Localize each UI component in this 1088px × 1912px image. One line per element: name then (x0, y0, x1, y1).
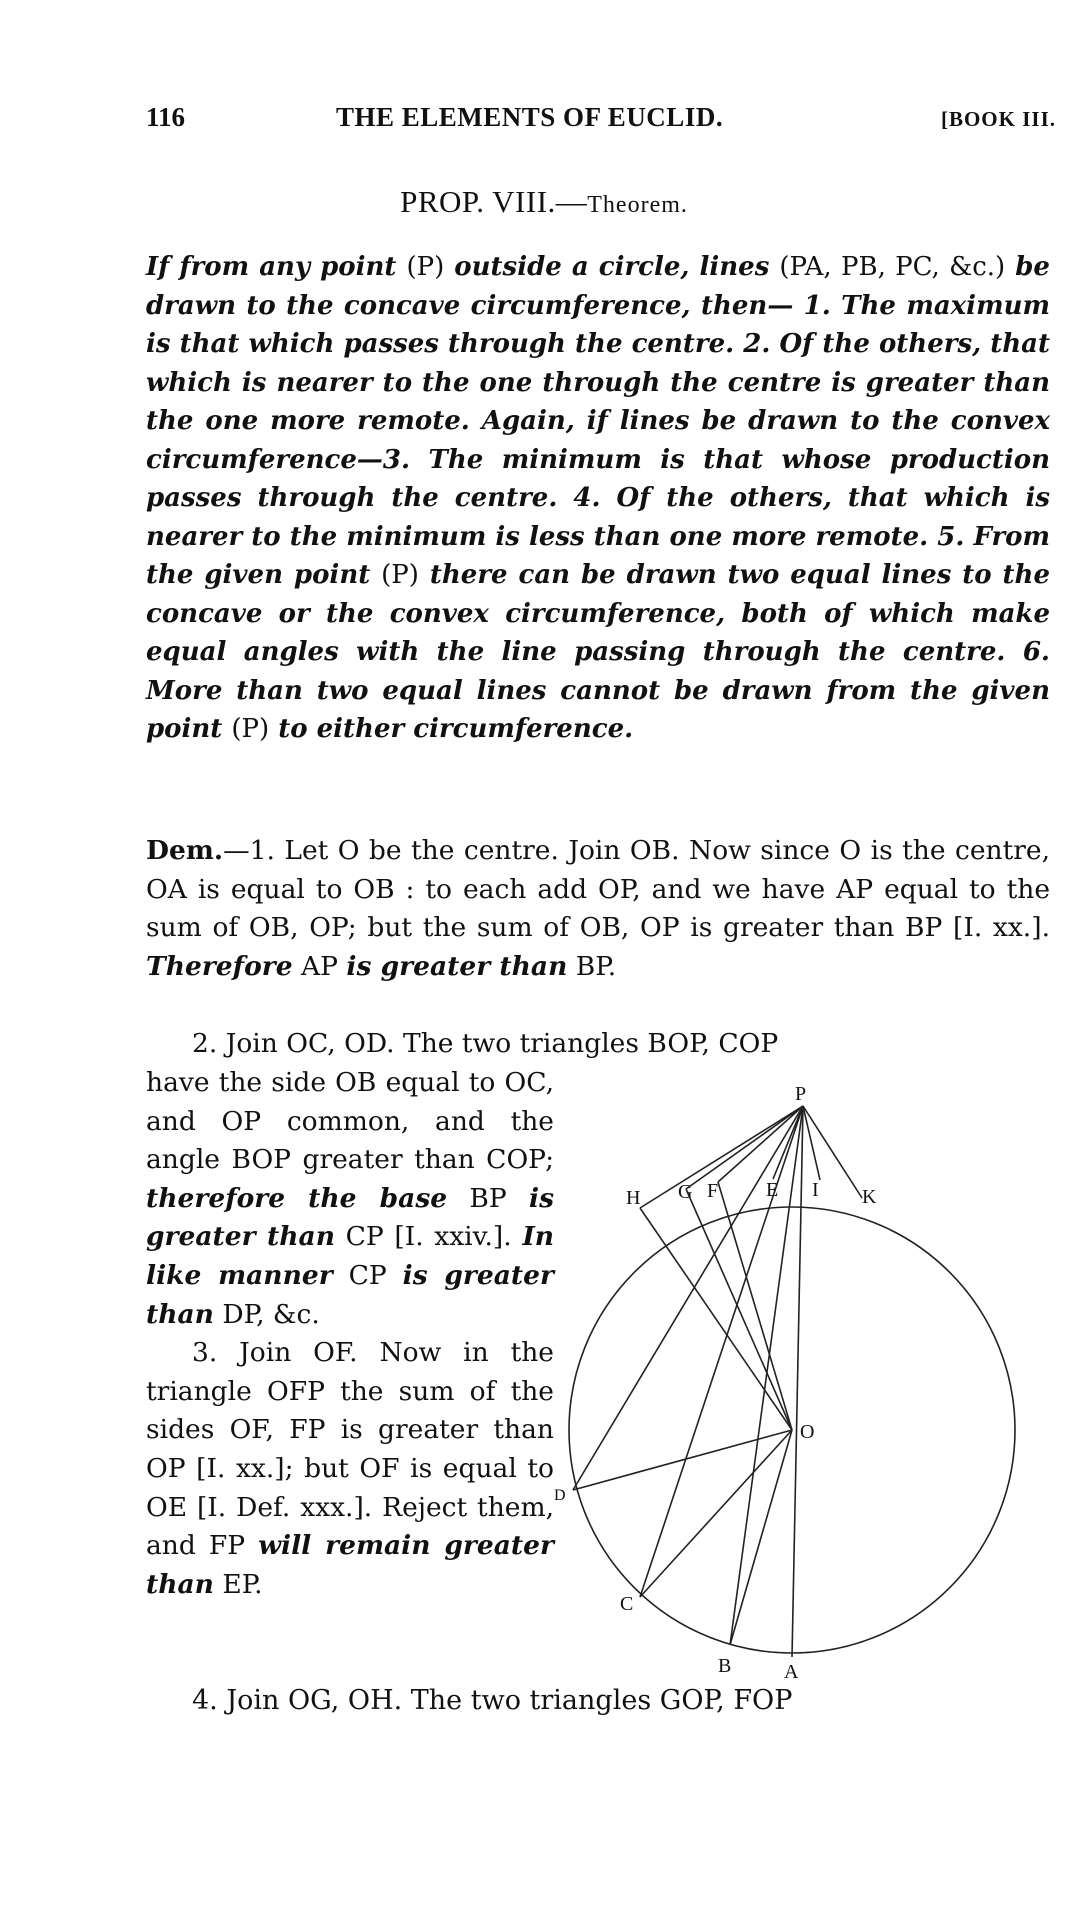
line-OH (640, 1208, 792, 1430)
label-B: B (718, 1655, 732, 1677)
line-OC (640, 1430, 792, 1597)
label-C: C (620, 1593, 634, 1615)
narrow-column (146, 1064, 554, 1604)
dem-text: —1. Let O be the centre. Join OB. Now since O is the centre, OA is equal to OB : to each add OP, and we have AP equal to the sum of OB, OP; but the sum of OB, OP is greater than BP [I. xx.]. (146, 835, 1050, 943)
dem-emphasis: is greater than (346, 950, 568, 982)
dem-text: BP. (567, 950, 617, 982)
running-header (146, 102, 1056, 133)
running-title: THE ELEMENTS OF EUCLID. (336, 102, 724, 132)
circle-figure (554, 1060, 1060, 1683)
dem-emphasis: In like manner (146, 1221, 554, 1291)
dem-emphasis: is greater than (146, 1182, 555, 1253)
enunciation-text: If from any point (146, 252, 407, 282)
enunciation-text: to either circumference. (269, 714, 634, 744)
page-number: 116 (146, 102, 186, 132)
label-G: G (678, 1181, 693, 1203)
enunciation-text: there can be drawn two equal lines to the concave or the convex circumference, both of which make equal angles with the line passing through the centre. 6. More than two equal lines cannot be drawn from the given point (146, 560, 1050, 744)
proposition-number: PROP. VIII.— (400, 184, 588, 219)
dem-label: Dem. (146, 835, 224, 866)
demonstration-part-1 (146, 832, 1050, 986)
label-A: A (784, 1661, 799, 1683)
label-D: D (554, 1487, 566, 1504)
demonstration-part-2 (146, 1064, 554, 1334)
demonstration-part-4: 4. Join OG, OH. The two triangles GOP, FOP (192, 1685, 793, 1716)
enunciation-point: (P) (381, 560, 419, 590)
line-PD (573, 1106, 803, 1490)
dem-text: DP, &c. (213, 1298, 320, 1330)
dem-text: BP (447, 1182, 530, 1214)
line-OB (730, 1430, 792, 1645)
dem-text: CP (332, 1259, 403, 1291)
dem-text: have the side OB equal to OC, and OP common, and the angle BOP greater than COP; (146, 1067, 554, 1176)
line-OD (573, 1430, 792, 1490)
dem-text: AP (292, 950, 347, 982)
dem-text: EP. (213, 1568, 263, 1600)
label-F: F (707, 1180, 719, 1202)
demonstration-part-3 (146, 1334, 554, 1604)
line-OF (718, 1182, 792, 1430)
proposition-kind: Theorem. (587, 192, 688, 218)
enunciation-text: outside a circle, lines (444, 252, 780, 282)
line-PA (792, 1106, 803, 1657)
demonstration-part-2-intro: 2. Join OC, OD. The two triangles BOP, COP (192, 1028, 779, 1059)
enunciation-point: (P) (231, 714, 270, 744)
label-E: E (766, 1179, 779, 1201)
line-PI (803, 1106, 820, 1180)
enunciation (146, 248, 1050, 749)
dem-text: CP [I. xxiv.]. (334, 1221, 523, 1253)
label-O: O (800, 1421, 815, 1443)
label-I: I (812, 1179, 819, 1201)
enunciation-lines: (PA, PB, PC, &c.) (779, 252, 1006, 282)
dem-emphasis: is greater than (146, 1259, 554, 1330)
dem-text: 3. Join OF. Now in the triangle OFP the sum of the sides OF, FP is greater than OP [I. xx.]; but OF is equal to OE [I. Def. xxx.]. Reject them, and FP (146, 1337, 554, 1562)
label-P: P (795, 1083, 807, 1105)
dem-emphasis: will remain greater than (146, 1530, 554, 1600)
book-label: [BOOK III. (940, 107, 1056, 131)
label-K: K (862, 1186, 877, 1208)
dem-emphasis: therefore the base (146, 1182, 448, 1214)
enunciation-point: (P) (406, 252, 445, 282)
label-H: H (626, 1187, 641, 1209)
dem-emphasis: Therefore (146, 950, 293, 982)
enunciation-text: be drawn to the concave circumference, then— 1. The maximum is that which passes through the centre. 2. Of the others, that which is nearer to the one through the centre is greater than the one more remote. Again, if lines be drawn to the convex circumference—3. The minimum is that whose production passes through the centre. 4. Of the others, that which is nearer to the minimum is less than one more remote. 5. From the given point (146, 252, 1050, 590)
proposition-title (0, 184, 1088, 220)
